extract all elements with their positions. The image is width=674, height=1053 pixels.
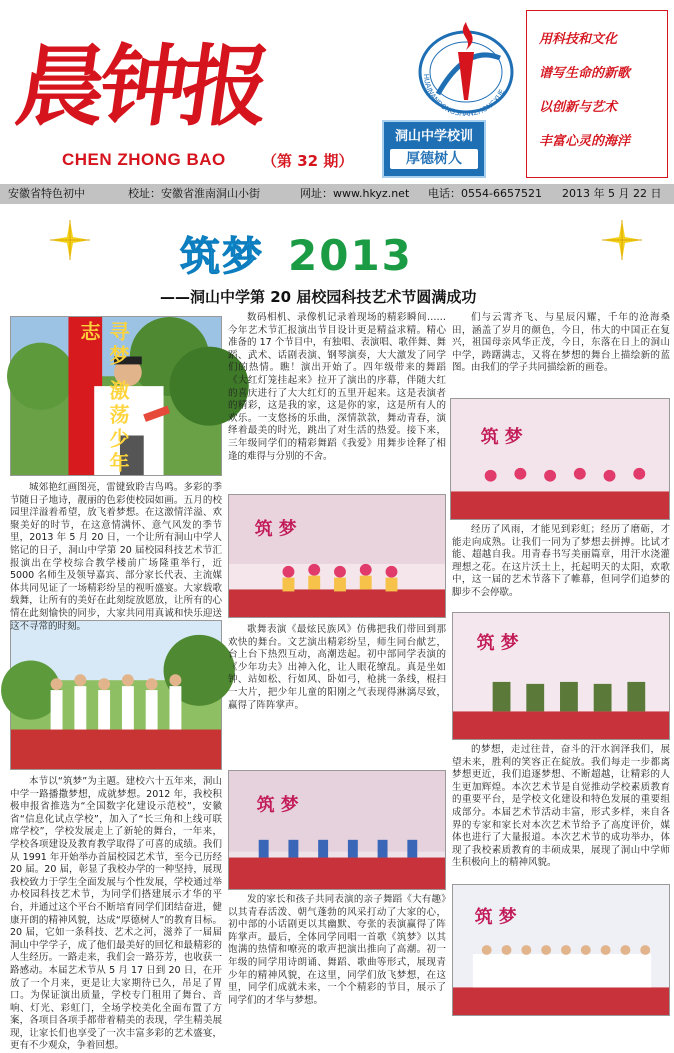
- article-column-right-bottom: [452, 744, 670, 880]
- info-school: 安徽省特色初中: [8, 187, 85, 200]
- article-column-right-middle: [452, 524, 670, 608]
- info-website: 网址：www.hkyz.net: [300, 187, 410, 200]
- photo-choir: [452, 884, 670, 1016]
- photo-outdoor-group: [10, 620, 222, 770]
- article-paragraph: 发的家长和孩子共同表演的亲子舞蹈《大有趣》以其青春活泼、朝气蓬勃的风采打动了大家的心，初中部的小话剧更以其幽默、夸张的表演赢得了阵阵掌声。最后，全体同学同唱一首歌《筑梦》以其饱满的热情和嘹亮的歌声把演出推向了高潮。初一年级的同学用诗朗诵、舞蹈、歌曲等形式，展现青少年的精神风貌，在这里，同学们放飞梦想，在这里，同学们成就未来，一个个精彩的节目，展示了同学们的才华与梦想。: [228, 894, 446, 1006]
- info-address: 校址：安徽省淮南洞山小街: [128, 187, 260, 200]
- slogan-box: [526, 10, 668, 178]
- info-bar: [0, 184, 674, 204]
- headline-subtitle: ——洞山中学第 20 届校园科技艺术节圆满成功: [160, 288, 477, 306]
- emblem-ring-text: HUAINANDONGSHANZHONGXUE: [421, 73, 507, 119]
- stage-word: 筑 梦: [476, 633, 519, 654]
- slogan-line: 用科技和文化: [539, 32, 618, 47]
- info-phone: 电话：0554-6657521: [428, 187, 542, 200]
- article-column-middle-top: [228, 312, 446, 490]
- issue-number: （第 32 期）: [262, 152, 354, 170]
- info-date: 2013 年 5 月 22 日: [562, 187, 662, 200]
- headline-chinese: 筑梦: [180, 234, 264, 280]
- article-paragraph: 的梦想，走过往昔，奋斗的汗水润泽我们，展望未来，胜利的笑容正在綻放。我们每走一步都离梦想更近，我们追逐梦想、不断超越，让精彩的人生更加辉煌。本次艺术节是自觉推动学校素质教育的重要平台，是学校文化建设和特色发展的重要组成部分。本届艺术节活动丰富，形式多样，来自各界的专家和家长对本次艺术节给予了高度评价，媒体也进行了大量报道。本次艺术节的成功举办，体现了我校素质教育的丰硕成果，展现了洞山中学师生积极向上的精神风貌。: [452, 744, 670, 869]
- stage-word: 筑 梦: [480, 427, 523, 448]
- stage-word: 筑 梦: [254, 519, 297, 540]
- article-paragraph: 本节以“筑梦”为主题。建校六十五年来，洞山中学一路播撒梦想，成就梦想。2012 年，我校积极申报省推选为“全国数字化建设示范校”，安徽省“信息化试点学校”，加入了“长三角和上线可联席学校”，学校发展走上了新轮的舞台，一年来，学校各项建设及教育教学取得了可喜的成绩。我们从 1991 年开始举办首届校园艺术节，至今已历经 20 届。20 届，彰显了我校办学的一种坚持，展现我校致力于学生全面发展与个性发展，学校通过举办校园科技艺术节，为同学们搭建展示才华的平台，并通过这个平台不断培育同学们团结奋进，健康开朗的精神风貌，达成“厚德树人”的教育目标。20 届，它如一条科技、艺术之河，滋养了一届届洞山中学学子，成了他们最美好的回忆和最精彩的人生经历。一路走来，我们会一路芬芳，也收获一路感动。本届艺术节从 5 月 17 日到 20 日，在开放了一个月来，更是让大家期待已久，吊足了胃口。为保证演出质量，学校专门租用了舞台、音响、灯光、彩虹门，全场学校美化全面布置了方案，各项目各项手都带着精美的表现，学生精美展现，让家长们也享受了一次丰富多彩的艺术盛宴，更有不少观众，争着回想。: [10, 776, 222, 1052]
- article-paragraph: 歌舞表演《最炫民族风》仿佛把我们带回到那欢快的舞台。文艺演出精彩纷呈，师生同台献艺，台上台下热烈互动，高潮迭起。初中部同学表演的《少年功夫》出神入化，让人眼花缭乱。真是坐如钟、站如松、行如风、卧如弓，枪挑一条线，棍扫一大片，把少年儿童的阳刚之气表现得淋漓尽致，赢得了阵阵掌声。: [228, 624, 446, 711]
- sparkle-star-icon: [600, 218, 644, 262]
- article-paragraph: 数码相机、录像机记录着现场的精彩瞬间……今年艺术节汇报演出节目设计更是精益求精。精心准备的 17 个节目中，有独唱、表演唱、歌伴舞、舞蹈、武术、话剧表演、钢琴演奏，大大激发了同学们的热情。瞧！演出开始了。四年级带来的舞蹈《大红灯笼挂起来》拉开了演出的序幕，伴随大红的喜庆进行了大大红灯的五里开起来。这是表演者的精彩，这是我的家，这是你的家，这是所有人的欢乐。一支悠扬的乐曲，深情款款，舞动青春，演绎着最美的时光，跳出了对生活的热爱。接下来，三年级同学们的精彩舞蹈《我爱》用舞步诠释了相逢的难得与分别的不舍。: [228, 312, 446, 462]
- photo-banner-text: 寻梦 激荡少年志: [77, 321, 130, 476]
- photo-speaker: [10, 316, 222, 476]
- sparkle-star-icon: [48, 218, 92, 262]
- school-motto: [382, 120, 486, 178]
- photo-stage-performers: [450, 398, 670, 520]
- slogan-line: 谱写生命的新歌: [539, 66, 631, 81]
- masthead-title: 晨钟报: [10, 34, 272, 138]
- headline-year: 2013: [288, 231, 413, 280]
- article-column-middle-bottom: [228, 894, 446, 1018]
- school-emblem: [406, 14, 526, 122]
- stage-word: 筑 梦: [474, 906, 517, 928]
- article-paragraph: 们与云霄齐飞、与星辰闪耀，千年的沧海桑田，涵盖了岁月的颜色，今日，伟大的中国正在复兴，祖国母亲风华正茂，今日，东落在日上的洞山中学，踌躇满志，又将在梦想的舞台上描绘新的蓝图。由我们的学子共同描绘新的画卷。: [452, 312, 670, 374]
- headline: [180, 228, 413, 284]
- slogan-line: 丰富心灵的海洋: [539, 134, 631, 149]
- article-column-middle: [228, 624, 446, 766]
- article-column-left-bottom: [10, 776, 222, 1052]
- article-column-right-top: [452, 312, 670, 394]
- article-paragraph: 经历了风雨，才能见到彩虹；经历了磨砺，才能走向成熟。让我们一同为了梦想去拼搏。比试才能、超越自我。用青春书写美丽篇章，用汗水浇灌理想之花。在这片沃土上，托起明天的太阳，欢歌中，这一届的艺术节落下了帷幕，但同学们追梦的脚步不会停歇。: [452, 524, 670, 598]
- slogan-line: 以创新与艺术: [539, 100, 618, 115]
- motto-text: 厚德树人: [390, 149, 478, 169]
- photo-stage-backdrop: [228, 770, 446, 890]
- photo-camouflage-dance: [452, 612, 670, 740]
- article-column-left-top: [10, 482, 222, 632]
- article-paragraph: 城郊艳红画图亮，雷键致聆吉鸟鸣。多彩的季节随日子地诗，靓丽的色彩使校园如画。五月的校园里洋溢着希望，放飞着梦想。在这激情洋溢、欢聚美好的时节，在这意情满怀、意气风发的季节里，2013 年 5 月 20 日，一个让所有洞山中学人铭记的日子，洞山中学第 20 届校园科技艺术节汇报演出在学校综合教学楼前广场隆重举行，近 5000 名师生及领导嘉宾、部分家长代表、主流媒体共同见证了一场精彩纷呈的视听盛宴。大家载歌载舞，让所有的美好在此刻绽放愿放，让所有的心情在此刻愉快的同步，大家共同用真诚和快乐迎送这不寻常的时刻。: [10, 482, 222, 632]
- photo-stage-dance: [228, 494, 446, 618]
- motto-heading: 洞山中学校训: [394, 129, 473, 144]
- stage-word: 筑 梦: [256, 795, 299, 816]
- masthead-pinyin: CHEN ZHONG BAO: [62, 150, 226, 169]
